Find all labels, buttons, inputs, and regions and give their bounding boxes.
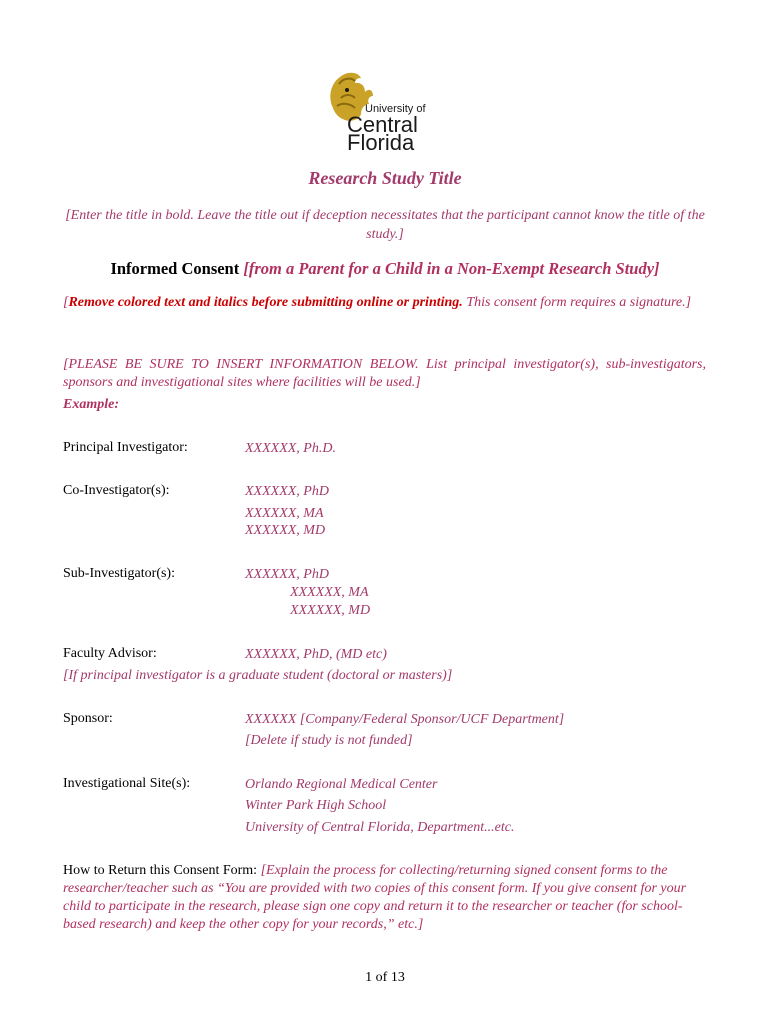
- page-number: 1 of 13: [365, 970, 405, 985]
- sites-label: Investigational Site(s):: [63, 776, 191, 791]
- advisor-note: [If principal investigator is a graduate student (doctoral or masters)]: [63, 668, 453, 683]
- sponsor-value-1: XXXXXX [Company/Federal Sponsor/UCF Department]: [245, 712, 565, 727]
- sites-value-1: Orlando Regional Medical Center: [245, 777, 438, 792]
- remove-note-bold: Remove colored text and italics before submitting online or printing.: [68, 295, 463, 310]
- sites-value-3: University of Central Florida, Department...etc.: [245, 820, 515, 835]
- remove-note-rest: This consent form requires a signature.]: [462, 295, 692, 310]
- subi-value-1: XXXXXX, PhD: [245, 567, 329, 582]
- pi-value: XXXXXX, Ph.D.: [245, 441, 336, 456]
- advisor-value: XXXXXX, PhD, (MD etc): [245, 647, 387, 662]
- logo-line3: Florida: [347, 130, 415, 152]
- sponsor-value-2: [Delete if study is not funded]: [245, 733, 413, 748]
- return-form-text: [Explain the process for collecting/returning signed consent forms to the researcher/teacher such as “You are provided with two copies of this consent form. If you give consent for your child to participate in the research, please sign one copy and return it to the researcher or teacher (for school-based research) and keep the other copy for your records,” etc.]: [63, 863, 687, 932]
- subi-value-3: XXXXXX, MD: [290, 603, 371, 618]
- consent-heading-plain: Informed Consent: [110, 259, 244, 278]
- logo-line2: Central: [347, 112, 418, 137]
- remove-note-open: [: [63, 295, 69, 310]
- return-form-label: How to Return this Consent Form:: [63, 863, 261, 878]
- sponsor-label: Sponsor:: [63, 711, 113, 726]
- coi-value-3: XXXXXX, MD: [245, 523, 326, 538]
- title-note: [Enter the title in bold. Leave the title out if deception necessitates that the participant cannot know the title of the study.]: [65, 208, 705, 242]
- coi-value-2: XXXXXX, MA: [245, 506, 324, 521]
- insert-note: [PLEASE BE SURE TO INSERT INFORMATION BELOW. List principal investigator(s), sub-investigators, sponsors and investigational sites where facilities will be used.]: [63, 357, 706, 390]
- study-title: Research Study Title: [308, 168, 462, 188]
- subi-value-2: XXXXXX, MA: [290, 585, 369, 600]
- remove-note: [63, 294, 706, 312]
- example-label: Example:: [63, 397, 119, 412]
- logo-line1: University of: [365, 103, 426, 115]
- consent-heading: [0, 259, 770, 279]
- advisor-label: Faculty Advisor:: [63, 646, 157, 661]
- subi-label: Sub-Investigator(s):: [63, 566, 175, 581]
- pi-label: Principal Investigator:: [63, 440, 188, 455]
- coi-label: Co-Investigator(s):: [63, 483, 170, 498]
- ucf-logo: [325, 68, 450, 152]
- coi-value-1: XXXXXX, PhD: [245, 484, 329, 499]
- consent-heading-italic: [from a Parent for a Child in a Non-Exempt Research Study]: [243, 259, 660, 278]
- sites-value-2: Winter Park High School: [245, 798, 387, 813]
- return-form-paragraph: [63, 862, 706, 934]
